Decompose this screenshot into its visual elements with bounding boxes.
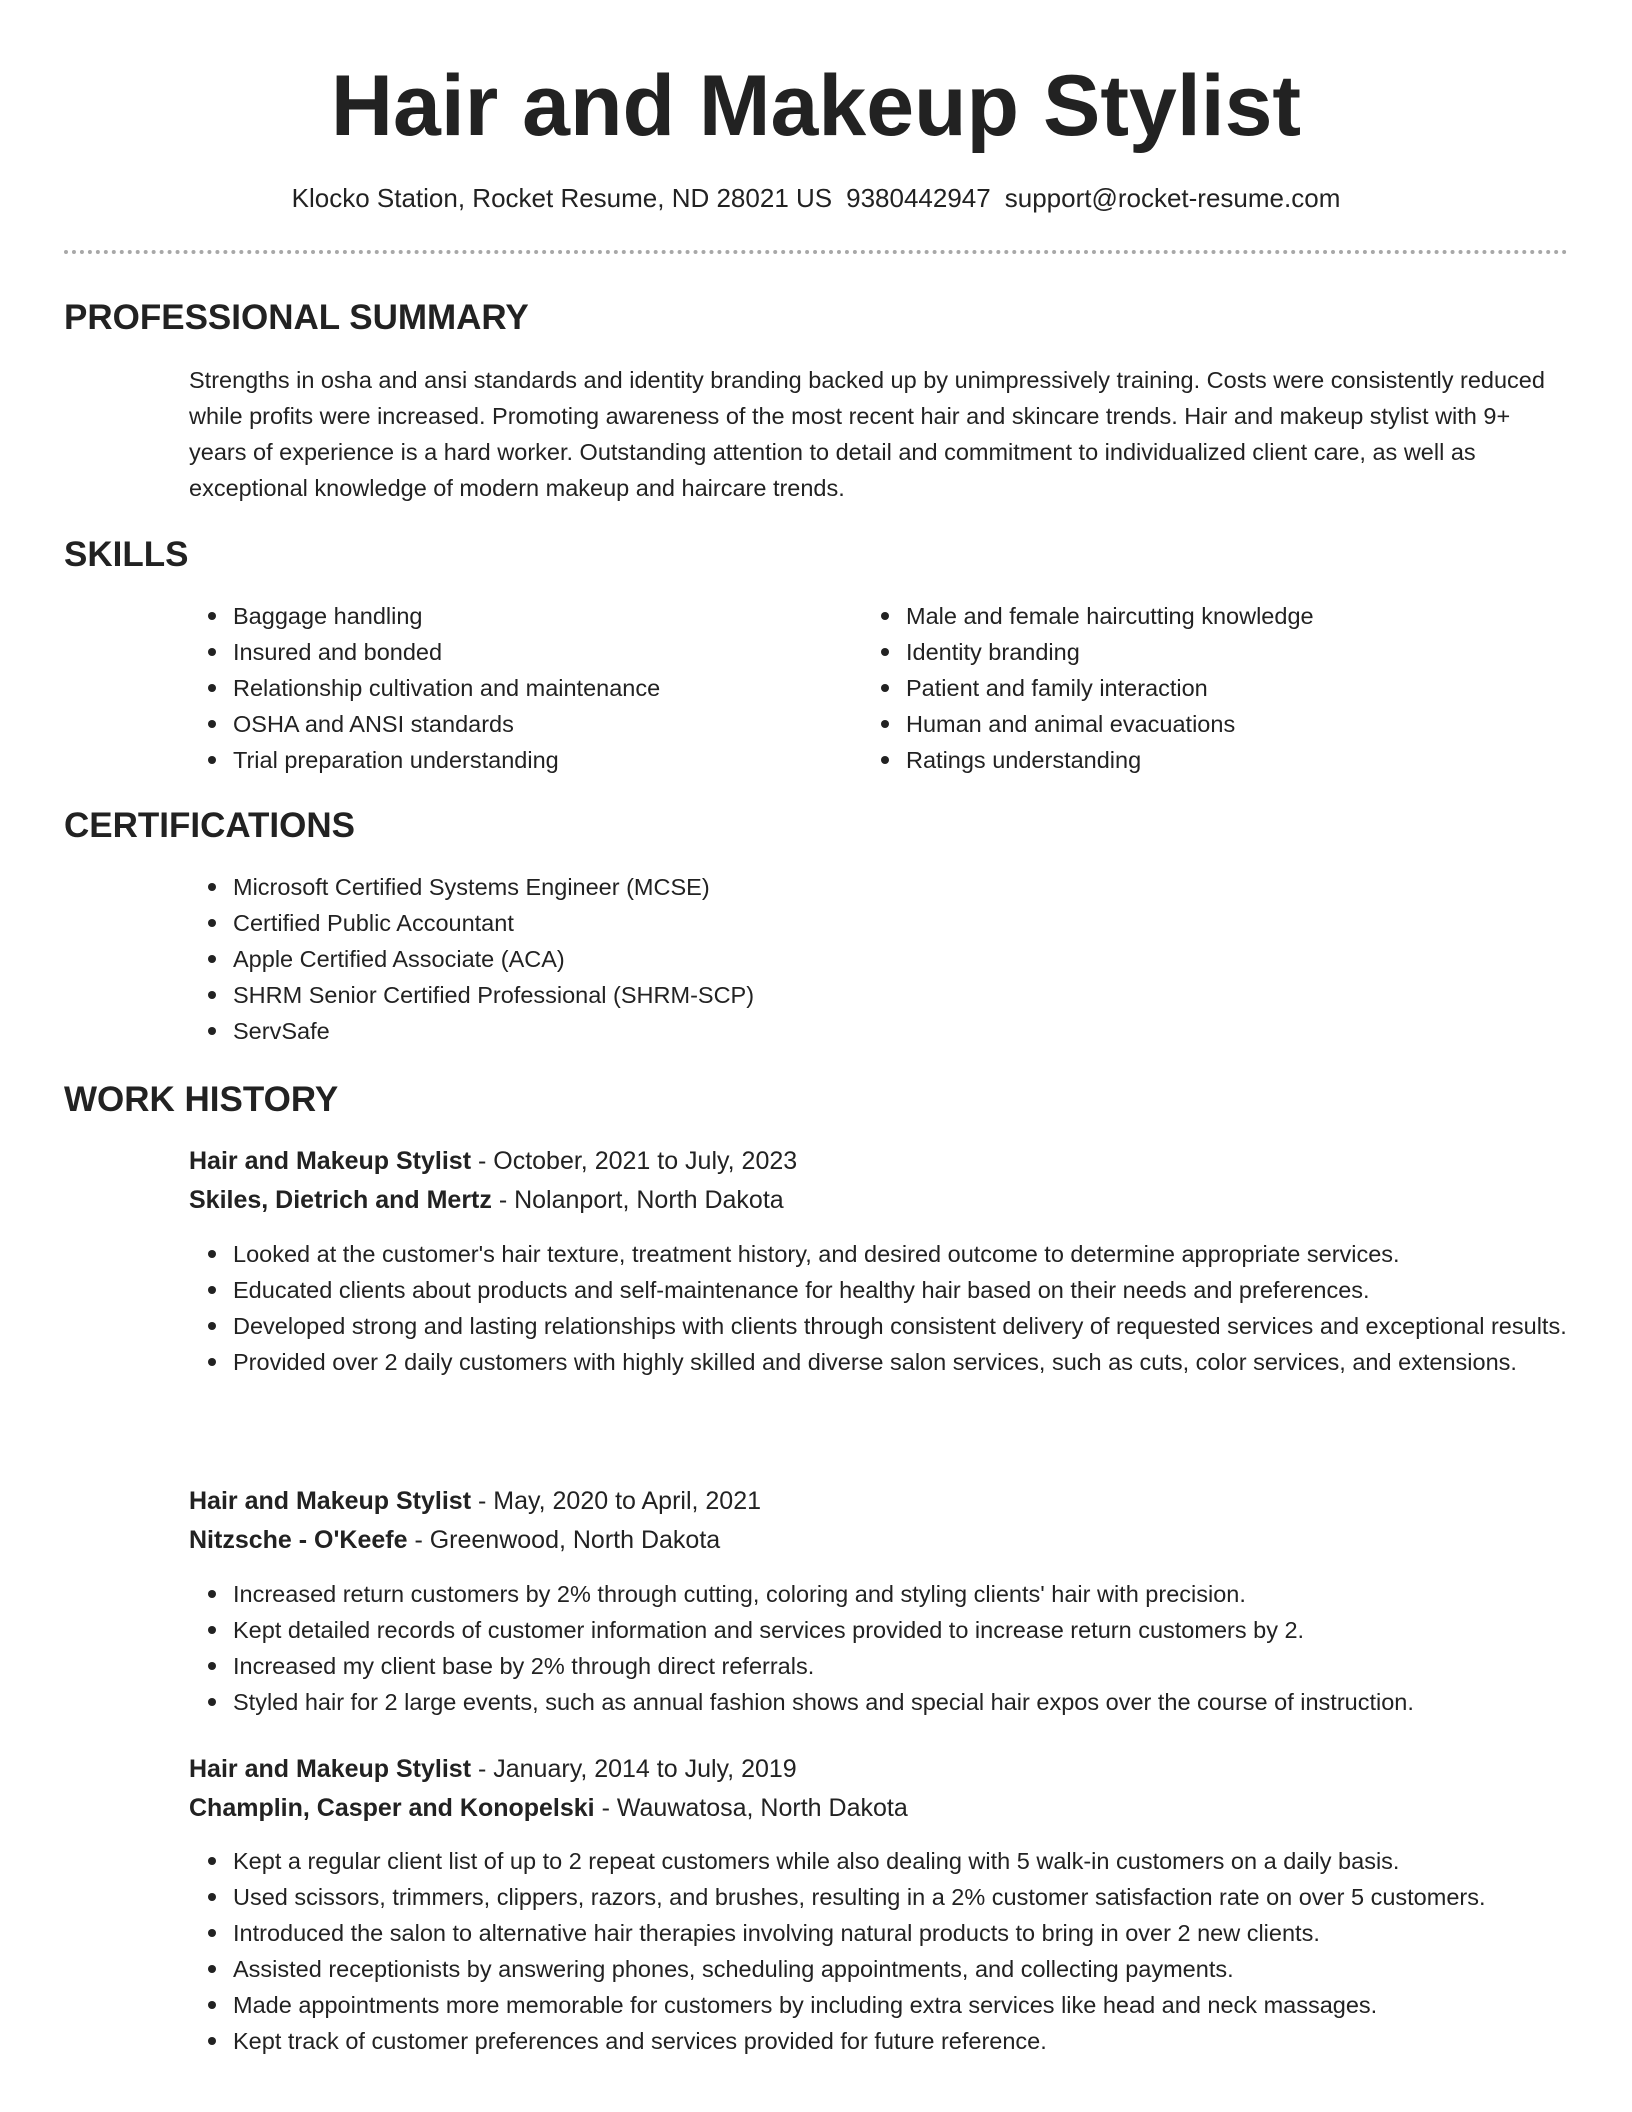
summary-heading: PROFESSIONAL SUMMARY: [64, 298, 529, 337]
job-company-line: [189, 1522, 720, 1558]
skills-list-right: [862, 598, 1314, 778]
skill-item: Relationship cultivation and maintenance: [233, 670, 660, 706]
job-location: - Greenwood, North Dakota: [407, 1526, 721, 1554]
job-title-line: [189, 1483, 761, 1519]
resume-name: Hair and Makeup Stylist: [330, 58, 1302, 154]
job-bullet: Styled hair for 2 large events, such as annual fashion shows and special hair expos over the course of instruction.: [233, 1684, 1567, 1720]
job-title-line: [189, 1751, 797, 1787]
skills-heading: SKILLS: [64, 535, 189, 574]
skill-item: OSHA and ANSI standards: [233, 706, 660, 742]
job-bullet: Increased return customers by 2% through cutting, coloring and styling clients' hair with precision.: [233, 1576, 1567, 1612]
job-bullets: [189, 1236, 1567, 1380]
job-bullet: Educated clients about products and self-maintenance for healthy hair based on their needs and preferences.: [233, 1272, 1567, 1308]
job-location: - Nolanport, North Dakota: [491, 1186, 784, 1214]
job-bullet: Kept a regular client list of up to 2 repeat customers while also dealing with 5 walk-in customers on a daily basis.: [233, 1843, 1567, 1879]
job-dates: - May, 2020 to April, 2021: [471, 1487, 762, 1515]
skill-item: Trial preparation understanding: [233, 742, 660, 778]
job-bullet: Kept track of customer preferences and services provided for future reference.: [233, 2023, 1567, 2059]
skills-list-left: [189, 598, 660, 778]
job-title: Hair and Makeup Stylist: [189, 1755, 472, 1783]
contact-line: [0, 180, 1632, 216]
skill-item: Identity branding: [906, 634, 1314, 670]
certifications-heading: CERTIFICATIONS: [64, 806, 356, 845]
job-bullet: Used scissors, trimmers, clippers, razors, and brushes, resulting in a 2% customer satisfaction rate on over 5 customers.: [233, 1879, 1567, 1915]
job-dates: - October, 2021 to July, 2023: [471, 1147, 798, 1175]
job-bullet: Looked at the customer's hair texture, treatment history, and desired outcome to determine appropriate services.: [233, 1236, 1567, 1272]
skill-item: Human and animal evacuations: [906, 706, 1314, 742]
job-company: Skiles, Dietrich and Mertz: [189, 1186, 492, 1214]
job-bullet: Kept detailed records of customer information and services provided to increase return customers by 2.: [233, 1612, 1567, 1648]
job-title-line: [189, 1143, 797, 1179]
certifications-list: [189, 869, 754, 1049]
job-bullet: Introduced the salon to alternative hair therapies involving natural products to bring in over 2 new clients.: [233, 1915, 1567, 1951]
contact-phone: 9380442947: [846, 183, 991, 213]
summary-text: Strengths in osha and ansi standards and identity branding backed up by unimpressively training. Costs were consistently reduced while profits were increased. Promoting awareness of the most recent hair and skincare trends. Hair and makeup stylist with 9+ years of experience is a hard worker. Outstanding attention to detail and commitment to individualized client care, as well as exceptional knowledge of modern makeup and haircare trends.: [189, 367, 1545, 501]
header-divider: [64, 250, 1568, 254]
certification-item: SHRM Senior Certified Professional (SHRM-SCP): [233, 977, 754, 1013]
job-company-line: [189, 1790, 908, 1826]
skill-item: Male and female haircutting knowledge: [906, 598, 1314, 634]
job-bullet: Increased my client base by 2% through direct referrals.: [233, 1648, 1567, 1684]
certification-item: Microsoft Certified Systems Engineer (MCSE): [233, 869, 754, 905]
job-company-line: [189, 1182, 784, 1218]
skill-item: Ratings understanding: [906, 742, 1314, 778]
certification-item: ServSafe: [233, 1013, 754, 1049]
certification-item: Apple Certified Associate (ACA): [233, 941, 754, 977]
job-bullet: Assisted receptionists by answering phones, scheduling appointments, and collecting payments.: [233, 1951, 1567, 1987]
job-company: Nitzsche - O'Keefe: [189, 1526, 408, 1554]
job-dates: - January, 2014 to July, 2019: [471, 1755, 797, 1783]
contact-address: Klocko Station, Rocket Resume, ND 28021 US: [291, 183, 833, 213]
skill-item: Baggage handling: [233, 598, 660, 634]
job-bullets: [189, 1843, 1567, 2059]
job-bullets: [189, 1576, 1567, 1720]
job-bullet: Made appointments more memorable for customers by including extra services like head and neck massages.: [233, 1987, 1567, 2023]
job-bullet: Developed strong and lasting relationships with clients through consistent delivery of requested services and exceptional results.: [233, 1308, 1567, 1344]
skill-item: Patient and family interaction: [906, 670, 1314, 706]
job-company: Champlin, Casper and Konopelski: [189, 1794, 595, 1822]
job-location: - Wauwatosa, North Dakota: [594, 1794, 908, 1822]
work-history-heading: WORK HISTORY: [64, 1080, 339, 1119]
certification-item: Certified Public Accountant: [233, 905, 754, 941]
skill-item: Insured and bonded: [233, 634, 660, 670]
contact-email: support@rocket-resume.com: [1004, 183, 1341, 213]
job-title: Hair and Makeup Stylist: [189, 1147, 472, 1175]
job-title: Hair and Makeup Stylist: [189, 1487, 472, 1515]
job-bullet: Provided over 2 daily customers with highly skilled and diverse salon services, such as cuts, color services, and extensions.: [233, 1344, 1567, 1380]
